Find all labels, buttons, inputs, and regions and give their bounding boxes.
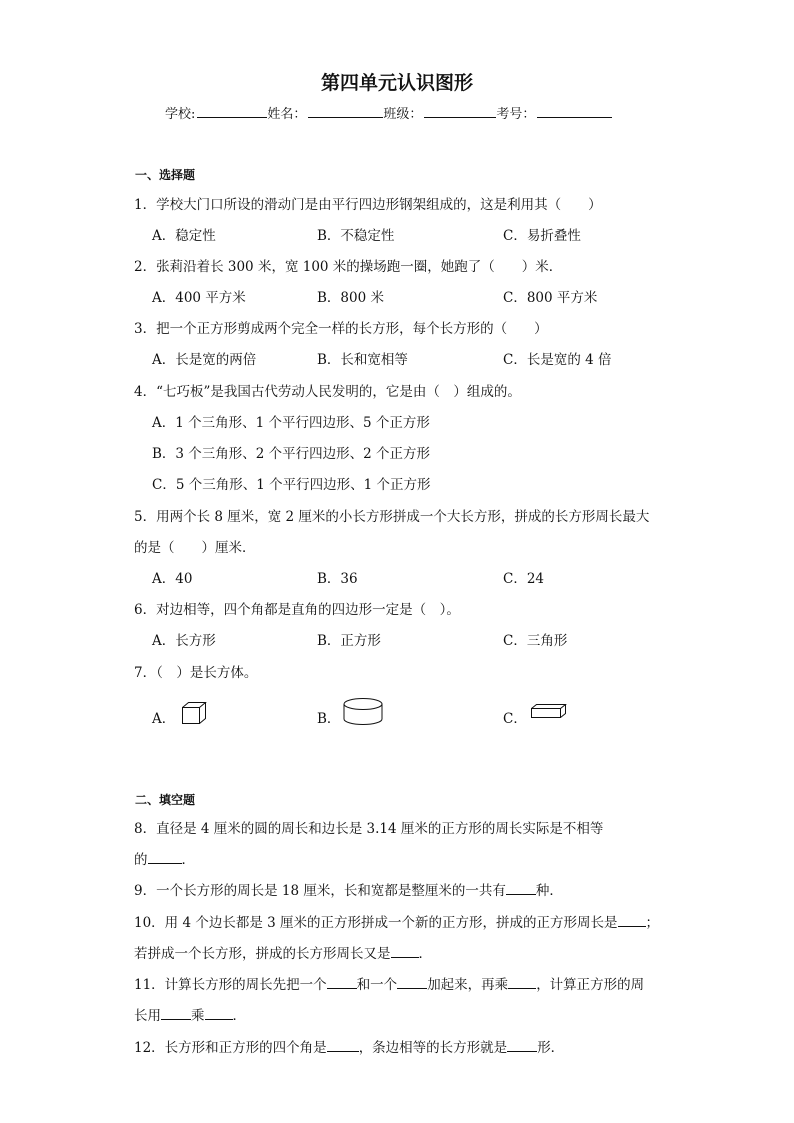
question-6: 6．对边相等，四个角都是直角的四边形一定是（ ）。 (134, 602, 460, 618)
q11-blank-4[interactable] (161, 1007, 191, 1020)
q4-option-b[interactable]: B．3 个三角形、2 个平行四边形、2 个正方形 (152, 446, 431, 462)
cube-icon (181, 701, 209, 725)
number-label: 考号： (496, 107, 536, 122)
q11-text-3: 加起来，再乘 (427, 977, 509, 993)
q10-text-1: 10．用 4 个边长都是 3 厘米的正方形拼成一个新的正方形，拼成的正方形周长是 (134, 915, 618, 931)
school-label: 学校: (165, 107, 196, 122)
q3-option-b[interactable]: B．长和宽相等 (317, 352, 408, 368)
student-info (165, 103, 612, 122)
q10-text-3: 若拼成一个长方形，拼成的长方形周长又是 (134, 946, 391, 962)
q12-text-2: ，条边相等的长方形就是 (358, 1040, 508, 1056)
page-title: 第四单元认识图形 (320, 72, 473, 94)
q2-option-a[interactable]: A．400 平方米 (152, 290, 246, 306)
q12-text-3: 形． (537, 1040, 565, 1056)
q11-text-4: ，计算正方形的周 (536, 977, 645, 993)
q11-text-2: 和一个 (356, 977, 398, 993)
q2-option-b[interactable]: B．800 米 (317, 290, 384, 306)
q7-option-c[interactable]: C． (503, 711, 527, 727)
q3-option-c[interactable]: C．长是宽的 4 倍 (503, 352, 612, 368)
q5-option-a[interactable]: A．40 (152, 571, 193, 587)
question-5-line-2: 的是（ ）厘米． (134, 540, 256, 556)
question-4: 4．“七巧板”是我国古代劳动人民发明的，它是由（ ）组成的。 (134, 384, 521, 400)
q8-blank[interactable] (148, 851, 182, 864)
q11-blank-1[interactable] (327, 976, 357, 989)
question-8-line-2 (134, 848, 195, 868)
q6-option-c[interactable]: C．三角形 (503, 633, 568, 649)
number-field[interactable] (537, 105, 612, 118)
q11-blank-2[interactable] (397, 976, 427, 989)
q12-text-1: 12．长方形和正方形的四个角是 (134, 1040, 327, 1056)
section-heading-fill: 二、填空题 (135, 793, 196, 807)
q1-option-c[interactable]: C．易折叠性 (503, 228, 581, 244)
q12-blank-1[interactable] (327, 1039, 359, 1052)
name-field[interactable] (308, 105, 383, 118)
class-field[interactable] (424, 105, 496, 118)
q11-text-7: ． (232, 1008, 246, 1024)
q10-blank-1[interactable] (618, 914, 646, 927)
q8-text: 的 (134, 852, 148, 868)
question-11-line-2 (134, 1004, 246, 1024)
q9-end: 种． (535, 883, 563, 899)
q11-text-5: 长用 (134, 1008, 161, 1024)
q2-option-c[interactable]: C．800 平方米 (503, 290, 598, 306)
cuboid-icon (530, 703, 568, 719)
q11-blank-5[interactable] (205, 1007, 233, 1020)
q10-text-2: ； (645, 915, 660, 931)
q11-text-1: 11．计算长方形的周长先把一个 (134, 977, 327, 993)
q3-option-a[interactable]: A．长是宽的两倍 (152, 352, 257, 368)
q9-blank[interactable] (506, 882, 536, 895)
q10-blank-2[interactable] (391, 945, 419, 958)
q6-option-b[interactable]: B．正方形 (317, 633, 381, 649)
section-heading-choice: 一、选择题 (135, 168, 196, 182)
q1-option-a[interactable]: A．稳定性 (152, 228, 216, 244)
question-1: 1．学校大门口所设的滑动门是由平行四边形钢架组成的，这是利用其（ ） (134, 197, 602, 213)
school-field[interactable] (197, 105, 267, 118)
q12-blank-2[interactable] (507, 1039, 537, 1052)
class-label: 班级： (383, 107, 423, 122)
q9-text: 9．一个长方形的周长是 18 厘米，长和宽都是整厘米的一共有 (134, 883, 506, 899)
question-11-line-1 (134, 973, 644, 993)
q4-option-c[interactable]: C．5 个三角形、1 个平行四边形、1 个正方形 (152, 477, 431, 493)
q11-blank-3[interactable] (508, 976, 536, 989)
question-5-line-1: 5．用两个长 8 厘米，宽 2 厘米的小长方形拼成一个大长方形，拼成的长方形周长最大 (134, 509, 650, 525)
q8-end: ． (181, 852, 195, 868)
q10-text-4: ． (418, 946, 432, 962)
question-12 (134, 1036, 564, 1056)
q4-option-a[interactable]: A．1 个三角形、1 个平行四边形、5 个正方形 (152, 415, 430, 431)
q5-option-b[interactable]: B．36 (317, 571, 358, 587)
q7-option-b[interactable]: B． (317, 711, 341, 727)
question-10-line-1 (134, 911, 659, 931)
question-3: 3．把一个正方形剪成两个完全一样的长方形，每个长方形的（ ） (134, 321, 548, 337)
q1-option-b[interactable]: B．不稳定性 (317, 228, 395, 244)
name-label: 姓名： (267, 107, 307, 122)
q7-option-a[interactable]: A． (152, 711, 176, 727)
q5-option-c[interactable]: C．24 (503, 571, 545, 587)
q11-text-6: 乘 (191, 1008, 205, 1024)
q6-option-a[interactable]: A．长方形 (152, 633, 216, 649)
question-8-line-1: 8．直径是 4 厘米的圆的周长和边长是 3.14 厘米的正方形的周长实际是不相等 (134, 821, 604, 837)
question-10-line-2 (134, 942, 432, 962)
question-9 (134, 879, 563, 899)
question-7: 7．（ ）是长方体。 (134, 665, 258, 681)
question-2: 2．张莉沿着长 300 米，宽 100 米的操场跑一圈，她跑了（ ）米． (134, 259, 563, 275)
cylinder-icon (342, 697, 384, 727)
